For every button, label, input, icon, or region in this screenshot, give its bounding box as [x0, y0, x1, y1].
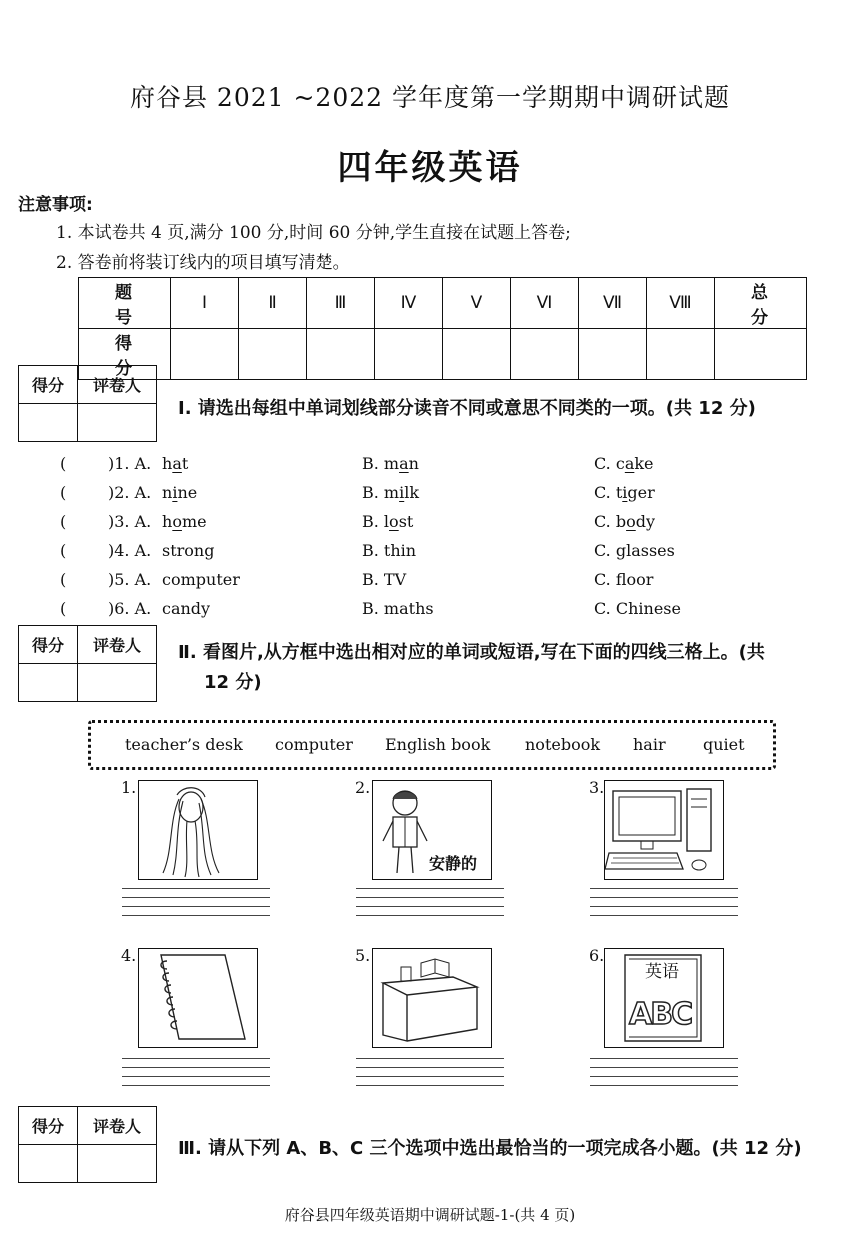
writing-lines[interactable]: [356, 888, 504, 918]
answer-bracket[interactable]: (: [60, 599, 67, 618]
option-a-text: strong: [162, 541, 215, 560]
grader-name-cell[interactable]: [78, 404, 157, 442]
option-b-text: lk: [404, 483, 420, 502]
option-a-text: computer: [162, 570, 240, 589]
option-b: [362, 570, 406, 589]
writing-lines[interactable]: [122, 1058, 270, 1088]
word-option: teacher’s desk: [125, 735, 243, 754]
score-total-cell[interactable]: [715, 329, 807, 380]
question-row: [60, 454, 820, 478]
picture-caption: 安静的: [429, 854, 478, 873]
grader-score-label: 得分: [19, 1107, 78, 1145]
word-option: notebook: [525, 735, 601, 754]
score-col-5: Ⅴ: [443, 278, 511, 329]
option-a-text: ne: [177, 483, 198, 502]
grader-name-cell[interactable]: [78, 1145, 157, 1183]
picture-4-box: [138, 948, 258, 1048]
section-1-title: Ⅰ. 请选出每组中单词划线部分读音不同或意思不同类的一项。(共 12 分): [178, 398, 756, 419]
option-c-text: ke: [634, 454, 654, 473]
score-total-label: 总 分: [715, 278, 807, 329]
option-a: [162, 570, 240, 589]
picture-6-box: [604, 948, 724, 1048]
score-cell[interactable]: [647, 329, 715, 380]
grader-box-2: [18, 625, 157, 702]
picture-1-box: [138, 780, 258, 880]
section-2-title-line-2: 12 分): [204, 672, 262, 693]
option-b-underlined: o: [389, 512, 399, 531]
option-a: [162, 599, 210, 618]
exam-title: 府谷县 2021 ~2022 学年度第一学期期中调研试题: [129, 83, 731, 112]
picture-number: 6.: [589, 946, 605, 965]
option-b-text: B. l: [362, 512, 390, 531]
grader-score-cell[interactable]: [19, 664, 78, 702]
picture-number: 3.: [589, 778, 605, 797]
option-a: [162, 483, 197, 502]
writing-lines[interactable]: [356, 1058, 504, 1088]
score-cell[interactable]: [307, 329, 375, 380]
score-cell[interactable]: [511, 329, 579, 380]
option-a-underlined: i: [172, 483, 178, 502]
answer-bracket[interactable]: (: [60, 541, 67, 560]
answer-bracket[interactable]: (: [60, 570, 67, 589]
subject-title: 四年级英语: [337, 148, 523, 188]
score-cell[interactable]: [239, 329, 307, 380]
computer-icon: [605, 781, 723, 879]
picture-number: 1.: [121, 778, 137, 797]
word-bank-box: [88, 720, 776, 770]
grader-score-label: 得分: [19, 626, 78, 664]
grader-name-label: 评卷人: [78, 366, 157, 404]
question-row: [60, 483, 820, 507]
option-b-text: B. TV: [362, 570, 407, 589]
option-c-text: C. t: [594, 483, 623, 502]
option-c: [594, 541, 675, 560]
option-c: [594, 512, 655, 531]
option-c-text: C. floor: [594, 570, 654, 589]
picture-number: 5.: [355, 946, 371, 965]
score-cell[interactable]: [443, 329, 511, 380]
picture-number: 2.: [355, 778, 371, 797]
option-c-text: C. Chinese: [594, 599, 681, 618]
option-b-underlined: a: [399, 454, 409, 473]
option-c: [594, 570, 653, 589]
section-3-title: Ⅲ. 请从下列 A、B、C 三个选项中选出最恰当的一项完成各小题。(共 12 分): [178, 1138, 802, 1159]
grader-score-label: 得分: [19, 366, 78, 404]
score-col-7: Ⅶ: [579, 278, 647, 329]
option-c-text: C. b: [594, 512, 627, 531]
notice-line-1: 1. 本试卷共 4 页,满分 100 分,时间 60 分钟,学生直接在试题上答卷;: [56, 223, 571, 243]
option-b-text: st: [398, 512, 414, 531]
notice-line-2: 2. 答卷前将装订线内的项目填写清楚。: [56, 253, 350, 273]
word-option: computer: [275, 735, 353, 754]
option-c: [594, 454, 654, 473]
answer-bracket[interactable]: (: [60, 454, 67, 473]
question-number: )6. A.: [108, 599, 152, 618]
option-a: [162, 541, 214, 560]
option-a-text: h: [162, 454, 173, 473]
grader-name-label: 评卷人: [78, 1107, 157, 1145]
option-b-text: B. m: [362, 483, 400, 502]
notebook-icon: [139, 949, 257, 1047]
option-b: [362, 599, 434, 618]
long-hair-icon: [139, 781, 257, 879]
grader-name-label: 评卷人: [78, 626, 157, 664]
option-a-text: h: [162, 512, 173, 531]
book-cover-letters: ABC: [629, 997, 692, 1032]
option-a-text: me: [181, 512, 207, 531]
page-footer: 府谷县四年级英语期中调研试题-1-(共 4 页): [284, 1206, 576, 1224]
option-a: [162, 512, 207, 531]
option-b-text: n: [408, 454, 419, 473]
writing-lines[interactable]: [122, 888, 270, 918]
option-c: [594, 483, 655, 502]
option-c-text: dy: [635, 512, 656, 531]
word-option: quiet: [703, 735, 745, 754]
picture-5-box: [372, 948, 492, 1048]
score-col-2: Ⅱ: [239, 278, 307, 329]
option-a-underlined: o: [172, 512, 182, 531]
score-cell[interactable]: [579, 329, 647, 380]
option-b-text: B. maths: [362, 599, 434, 618]
question-number: )3. A.: [108, 512, 152, 531]
option-c-underlined: o: [626, 512, 636, 531]
question-number: )2. A.: [108, 483, 152, 502]
score-table-row1-label: 题 号: [79, 278, 171, 329]
option-a-underlined: a: [172, 454, 182, 473]
score-col-3: Ⅲ: [307, 278, 375, 329]
option-c-text: C. glasses: [594, 541, 675, 560]
book-cover-label: 英语: [645, 962, 679, 982]
word-option: hair: [633, 735, 666, 754]
option-b: [362, 541, 416, 560]
option-a-text: candy: [162, 599, 211, 618]
option-c: [594, 599, 681, 618]
option-b: [362, 512, 413, 531]
question-row: [60, 512, 820, 536]
score-table-row2-label: 得 分: [79, 329, 171, 380]
question-number: )1. A.: [108, 454, 152, 473]
option-b: [362, 454, 419, 473]
option-b: [362, 483, 419, 502]
option-a-text: n: [162, 483, 173, 502]
notice-heading: 注意事项:: [18, 195, 93, 215]
grader-box-3: [18, 1106, 157, 1183]
answer-bracket[interactable]: (: [60, 512, 67, 531]
section-2-title-line-1: Ⅱ. 看图片,从方框中选出相对应的单词或短语,写在下面的四线三格上。(共: [178, 642, 765, 663]
score-col-1: Ⅰ: [171, 278, 239, 329]
score-table: [78, 277, 817, 380]
option-a-text: t: [181, 454, 189, 473]
teachers-desk-icon: [373, 949, 491, 1047]
option-c-underlined: a: [624, 454, 635, 473]
score-cell[interactable]: [375, 329, 443, 380]
answer-bracket[interactable]: (: [60, 483, 67, 502]
option-c-underlined: i: [622, 483, 628, 502]
score-col-6: Ⅵ: [511, 278, 579, 329]
question-row: [60, 541, 820, 565]
question-number: )4. A.: [108, 541, 152, 560]
question-number: )5. A.: [108, 570, 152, 589]
picture-2-box: [372, 780, 492, 880]
writing-lines[interactable]: [590, 1058, 738, 1088]
question-row: [60, 570, 820, 594]
grader-score-cell[interactable]: [19, 1145, 78, 1183]
option-a: [162, 454, 188, 473]
score-col-4: Ⅳ: [375, 278, 443, 329]
score-col-8: Ⅷ: [647, 278, 715, 329]
option-b-text: B. thin: [362, 541, 417, 560]
grader-name-cell[interactable]: [78, 664, 157, 702]
question-row: [60, 599, 820, 623]
option-c-text: ger: [627, 483, 655, 502]
picture-3-box: [604, 780, 724, 880]
option-b-text: B. m: [362, 454, 400, 473]
word-option: English book: [385, 735, 491, 754]
grader-box-1: [18, 365, 157, 442]
writing-lines[interactable]: [590, 888, 738, 918]
option-c-text: C. c: [594, 454, 625, 473]
option-b-underlined: i: [399, 483, 405, 502]
grader-score-cell[interactable]: [19, 404, 78, 442]
picture-number: 4.: [121, 946, 137, 965]
